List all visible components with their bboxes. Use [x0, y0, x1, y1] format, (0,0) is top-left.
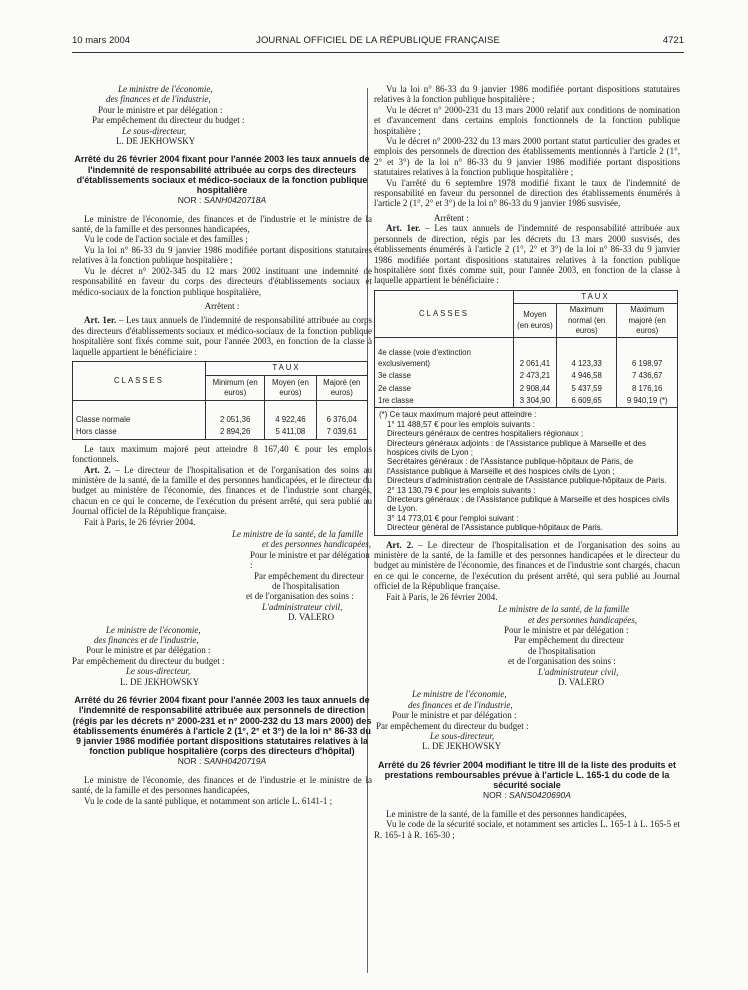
table-header-classes: CLASSES	[375, 290, 514, 338]
sig-line: Pour le ministre et par délégation :	[392, 710, 517, 721]
right-column	[374, 84, 680, 840]
table-cell: 6 198,97	[617, 338, 678, 370]
paragraph: Vu le décret n° 2002-345 du 12 mars 2002 instituant une indemnité de responsabilité en faveur du corps des directeurs d'établissements sociaux et médico-sociaux de la fonction publique hospitalière,	[72, 265, 372, 297]
sig-line: L'administrateur civil,	[262, 601, 343, 612]
table-notes	[375, 408, 678, 535]
paragraph: Vu la loi n° 86-33 du 9 janvier 1986 modifiée portant dispositions statutaires relatives à la fonction publique hospitalière ;	[374, 84, 680, 105]
paragraph: Vu le décret n° 2000-231 du 13 mars 2000 relatif aux conditions de nomination et d'avancement dans certains emplois fonctionnels de la fonction publique hospitalière ;	[374, 104, 680, 136]
table-cell: 2 894,26	[206, 426, 265, 439]
sig-line: et des personnes handicapées,	[262, 539, 371, 550]
table-row	[73, 426, 368, 439]
table-cell: 2 051,36	[206, 400, 265, 426]
sig-line: Le ministre de la santé, de la famille	[232, 529, 364, 539]
article-label: Art. 1er.	[84, 315, 117, 326]
sig-line: Le ministre de l'économie,	[118, 84, 213, 94]
nor-code: SANH0420718A	[203, 195, 267, 206]
table-cell: 5 411,08	[265, 426, 316, 439]
table-note: Directeurs généraux : de l'Assistance publique à Marseille et des hospices civils de Lyon.	[387, 495, 670, 514]
sig-name: L. DE JEKHOWSKY	[120, 676, 200, 687]
sig-line: de l'hospitalisation	[528, 645, 596, 656]
paragraph: Le taux maximum majoré peut atteindre 8 167,40 € pour les emplois fonctionnels.	[72, 443, 372, 465]
article-label: Art. 2.	[386, 539, 414, 550]
paragraph: Vu l'arrêté du 6 septembre 1978 modifié fixant le taux de l'indemnité de responsabilité en faveur du personnel de direction des établissements énumérés à l'article 2 (1°, 2° et 3°) de la loi n° 86-33 du 9 janvier 1986 susvisée,	[374, 177, 680, 209]
article-label: Art. 2.	[84, 464, 111, 475]
header-date: 10 mars 2004	[72, 35, 131, 46]
sig-line: de l'hospitalisation	[272, 581, 340, 592]
signature-block	[374, 687, 680, 751]
arretent: Arrêtent :	[204, 300, 240, 311]
table-cell: 9 940,19 (*)	[617, 395, 678, 408]
signature-block	[374, 602, 680, 687]
article-text: – Les taux annuels de l'indemnité de responsabilité attribuée aux personnels de direction, régis par les décrets du 13 mars 2000 susvisés, des établissements énumérés à l'article 2 (1°, 2° et 3°) de la loi n° 86-33 du 9 janvier 1986 modifiée portant dispositions statutaires relatives à la fonction publique hospitalière sont fixés comme suit, pour l'année 2003, en fonction de la classe à laquelle appartient le bénéficiaire :	[374, 223, 680, 286]
table-note: Directeur général de l'Assistance publique-hôpitaux de Paris.	[387, 523, 603, 533]
table-note: (*) Ce taux maximum majoré peut atteindre :	[379, 410, 537, 420]
nor-label: NOR :	[483, 790, 507, 801]
sig-line: des finances et de l'industrie,	[408, 699, 513, 710]
sig-line: Le sous-directeur,	[122, 125, 187, 136]
sig-name: L. DE JEKHOWSKY	[116, 136, 196, 147]
table-row	[375, 383, 678, 395]
signature-block	[72, 527, 372, 623]
table-header: Majoré (en euros)	[316, 375, 368, 400]
table-cell: 4 123,33	[556, 338, 617, 370]
sig-line: Le sous-directeur,	[430, 730, 495, 741]
table-header: Moyen (en euros)	[514, 304, 557, 338]
table-header: Maximum normal (en euros)	[556, 304, 617, 338]
table-note: 2° 13 130,79 € pour les emplois suivants :	[387, 485, 536, 495]
sig-line: Le ministre de l'économie,	[106, 624, 201, 635]
table-cell: 2 473,21	[514, 370, 557, 382]
fait-a-paris: Fait à Paris, le 26 février 2004.	[386, 591, 498, 602]
table-note: 1° 11 488,57 € pour les emplois suivants :	[387, 419, 536, 429]
table-cell: 2 061,41	[514, 338, 557, 370]
sig-name: L. DE JEKHOWSKY	[422, 741, 502, 752]
table-header: Maximum majoré (en euros)	[617, 304, 678, 338]
sig-line: Par empêchement du directeur du budget :	[92, 115, 245, 126]
arrete-title: Arrêté du 26 février 2004 fixant pour l'année 2003 les taux annuels de l'indemnité de responsabilité attribuée aux personnels de direction (régis par les décrets n° 2000-231 et n° 2000-232 du 13 mars 2000) des établissements énumérés à l'article 2 (1°, 2° et 3°) de la loi n° 86-33 du 9 janvier 1986 modifiée portant dispositions statutaires relatives à la fonction publique hospitalière (corps des directeurs d'hôpital)	[72, 695, 372, 757]
sig-line: Par empêchement du directeur	[254, 570, 364, 581]
table-row	[73, 400, 368, 426]
sig-line: des finances et de l'industrie,	[106, 94, 211, 105]
table-cell: 4 946,58	[556, 370, 617, 382]
article-text: – Les taux annuels de l'indemnité de responsabilité attribuée au corps des directeurs d'établissements sociaux et médico-sociaux de la fonction publique hospitalière sont fixés comme suit, pour l'année 2003, en fonction de la classe à laquelle appartient le bénéficiaire :	[72, 315, 372, 357]
signature-block	[72, 623, 372, 687]
paragraph: Vu le décret n° 2000-232 du 13 mars 2000 portant statut particulier des grades et emplois des personnels de direction des établissements mentionnés à l'article 2 (1°, 2° et 3°) de la loi n° 86-33 du 9 janvier 1986 modifiée portant dispositions statutaires relatives à la fonction publique hospitalière ;	[374, 136, 680, 178]
page-number: 4721	[662, 35, 684, 46]
table-cell: 5 437,59	[556, 383, 617, 395]
table-row	[375, 370, 678, 382]
nor-reference	[72, 756, 372, 766]
nor-label: NOR :	[177, 756, 202, 767]
sig-line: Le sous-directeur,	[126, 666, 191, 677]
header-rule	[72, 52, 684, 53]
table-cell: 4 922,46	[265, 400, 316, 426]
fait-a-paris: Fait à Paris, le 26 février 2004.	[84, 516, 196, 527]
table-note: 3° 14 773,01 € pour l'emploi suivant :	[387, 513, 519, 523]
table-cell: 3e classe	[375, 370, 514, 382]
table-header-taux: TAUX	[514, 290, 678, 303]
arrete-title: Arrêté du 26 février 2004 modifiant le titre III de la liste des produits et prestations remboursables prévue à l'article L. 165-1 du code de la sécurité sociale	[377, 759, 677, 791]
nor-code: SANH0420719A	[203, 756, 267, 767]
sig-line: Pour le ministre et par délégation :	[98, 104, 223, 115]
paragraph: Vu la loi n° 86-33 du 9 janvier 1986 modifiée portant dispositions statutaires relatives à la fonction publique hospitalière ;	[72, 244, 372, 266]
arrete-title: Arrêté du 26 février 2004 fixant pour l'année 2003 les taux annuels de l'indemnité de responsabilité attribuée au corps des directeurs d'établissements sociaux et médico-sociaux de la fonction publique hospitalière	[74, 154, 370, 196]
paragraph: Le ministre de l'économie, des finances et de l'industrie et le ministre de la santé, de la famille et des personnes handicapées,	[72, 213, 372, 235]
article-text: – Le directeur de l'hospitalisation et de l'organisation des soins au ministère de la santé, de la famille et des personnes handicapées et le directeur du budget au ministère de l'économie, des finances et de l'industrie sont chargés, chacun en ce qui le concerne, de l'exécution du présent arrêté, qui sera publié au Journal officiel de la République française.	[374, 539, 680, 592]
rates-table	[72, 361, 368, 440]
article-2	[374, 540, 680, 592]
sig-name: D. VALERO	[288, 612, 335, 623]
table-cell: 6 609,65	[556, 395, 617, 408]
table-cell: Classe normale	[73, 400, 206, 426]
table-cell: 2 908,44	[514, 383, 557, 395]
arretent: Arrêtent :	[434, 212, 469, 223]
table-note: Directeurs d'administration centrale de l'Assistance publique-hôpitaux de Paris.	[387, 476, 667, 486]
journal-title: JOURNAL OFFICIEL DE LA RÉPUBLIQUE FRANÇAISE	[256, 35, 500, 46]
sig-line: Pour le ministre et par délégation :	[250, 549, 370, 571]
table-note: Directeurs généraux adjoints : de l'Assistance publique à Marseille et des hospices civils de Lyon ;	[387, 438, 646, 457]
sig-line: Par empêchement du directeur	[514, 635, 624, 646]
article-label: Art. 1er.	[386, 223, 421, 234]
table-header: Moyen (en euros)	[265, 375, 316, 400]
sig-line: Pour le ministre et par délégation :	[504, 624, 629, 635]
paragraph: Vu le code de l'action sociale et des familles ;	[84, 234, 248, 245]
sig-line: et de l'organisation des soins :	[246, 591, 354, 602]
paragraph: Le ministre de l'économie, des finances et de l'industrie et le ministre de la santé, de la famille et des personnes handicapées,	[72, 774, 372, 796]
nor-code: SANS0420690A	[509, 790, 571, 801]
table-note: Directeurs généraux de centres hospitaliers régionaux ;	[387, 429, 584, 439]
signature-block	[72, 84, 372, 146]
paragraph: Vu le code de la santé publique, et notamment son article L. 6141-1 ;	[84, 795, 333, 806]
rates-table	[374, 290, 678, 536]
table-cell: 7 436,67	[617, 370, 678, 382]
sig-line: Le ministre de l'économie,	[412, 689, 507, 700]
table-row	[375, 395, 678, 408]
table-cell: 6 376,04	[316, 400, 368, 426]
sig-line: des finances et de l'industrie,	[94, 635, 199, 646]
paragraph: Vu le code de la sécurité sociale, et notamment ses articles L. 165-1 à L. 165-5 et R. 165-1 à R. 165-30 ;	[374, 819, 680, 840]
article-2	[72, 465, 372, 517]
article-1	[374, 223, 680, 285]
nor-reference	[72, 195, 372, 205]
table-header: Minimum (en euros)	[206, 375, 265, 400]
table-cell: 3 304,90	[514, 395, 557, 408]
sig-line: et de l'organisation des soins :	[508, 656, 616, 667]
table-cell: 7 039,61	[316, 426, 368, 439]
paragraph: Le ministre de la santé, de la famille et des personnes handicapées,	[386, 808, 627, 819]
sig-line: et des personnes handicapées,	[528, 614, 637, 625]
article-text: – Le directeur de l'hospitalisation et de l'organisation des soins au ministère de la santé, de la famille et des personnes handicapées, et le directeur du budget au ministère de l'économie, des finances et de l'industrie sont chargés, chacun en ce qui le concerne, de l'exécution du présent arrêté, qui sera publié au Journal officiel de la République française.	[72, 464, 372, 517]
table-note: Secrétaires généraux : de l'Assistance publique-hôpitaux de Paris, de l'Assistance publique à Marseille et des hospices civils de Lyon ;	[387, 457, 634, 476]
sig-line: Pour le ministre et par délégation :	[86, 645, 211, 656]
table-cell: 2e classe	[375, 383, 514, 395]
sig-line: L'administrateur civil,	[538, 666, 619, 677]
nor-label: NOR :	[177, 195, 202, 206]
sig-line: Par empêchement du directeur du budget :	[72, 655, 225, 666]
nor-reference	[374, 790, 680, 800]
table-cell: Hors classe	[73, 426, 206, 439]
left-column	[72, 84, 372, 806]
sig-name: D. VALERO	[558, 676, 605, 687]
page-header	[72, 36, 684, 50]
table-row	[375, 338, 678, 370]
table-cell: 1re classe	[375, 395, 514, 408]
sig-line: Le ministre de la santé, de la famille	[498, 604, 630, 615]
table-cell: 4e classe (voie d'extinction exclusivement)	[375, 338, 514, 370]
article-1	[72, 315, 372, 357]
table-header-taux: TAUX	[206, 361, 368, 375]
sig-line: Par empêchement du directeur du budget :	[376, 720, 529, 731]
table-cell: 8 176,16	[617, 383, 678, 395]
table-header-classes: CLASSES	[73, 361, 206, 400]
